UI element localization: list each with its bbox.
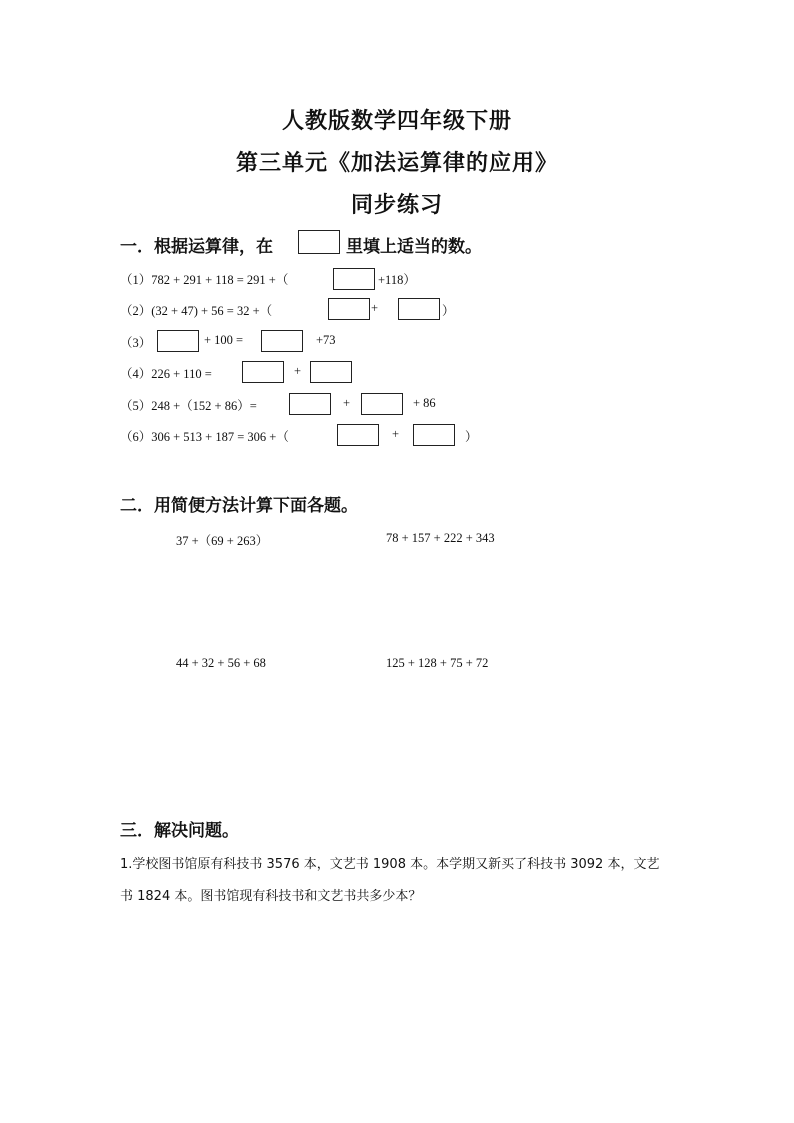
item4-box-1[interactable]: [242, 361, 284, 383]
item4-text: （4）226 + 110 =: [120, 367, 212, 381]
item2-box-1[interactable]: [328, 298, 370, 320]
item4-box-2[interactable]: [310, 361, 352, 383]
section3-heading: 三．解决问题。: [120, 821, 239, 841]
item2-text-c: ）: [442, 304, 455, 318]
problem-4: 125 + 128 + 75 + 72: [386, 656, 489, 670]
word-problem-line-1: 1.学校图书馆原有科技书 3576 本，文艺书 1908 本。本学期又新买了科技书 3092 本，文艺: [120, 857, 660, 872]
page-subtitle-2: 同步练习: [350, 192, 443, 218]
item4-text-b: +: [294, 364, 302, 378]
item5-text-b: +: [343, 396, 351, 410]
item6-text-c: ）: [465, 430, 478, 444]
item5-text-c: + 86: [413, 396, 436, 410]
problem-1: 37 +（69 + 263）: [176, 534, 269, 548]
section1-heading-pre: 一．根据运算律，在: [120, 237, 273, 257]
item3-text: （3）: [120, 336, 152, 350]
item2-text: （2）(32 + 47) + 56 = 32 +（: [120, 304, 273, 318]
page-subtitle: 第三单元《加法运算律的应用》: [235, 150, 558, 176]
item3-box-1[interactable]: [157, 330, 199, 352]
section1-heading-post: 里填上适当的数。: [346, 237, 482, 257]
section2-heading: 二．用简便方法计算下面各题。: [120, 496, 358, 516]
word-problem-line-2: 书 1824 本。图书馆现有科技书和文艺书共多少本？: [120, 889, 422, 904]
item6-box-1[interactable]: [337, 424, 379, 446]
problem-3: 44 + 32 + 56 + 68: [176, 656, 266, 670]
item2-text-b: +: [371, 301, 379, 315]
sample-answer-box: [298, 230, 340, 254]
problem-2: 78 + 157 + 222 + 343: [386, 531, 495, 545]
item3-box-2[interactable]: [261, 330, 303, 352]
item1-text-b: +118）: [378, 273, 416, 287]
item6-text: （6）306 + 513 + 187 = 306 +（: [120, 430, 289, 444]
item1-text: （1）782 + 291 + 118 = 291 +（: [120, 273, 289, 287]
item5-box-2[interactable]: [361, 393, 403, 415]
item1-box-1[interactable]: [333, 268, 375, 290]
item2-box-2[interactable]: [398, 298, 440, 320]
item3-text-b: + 100 =: [204, 333, 244, 347]
item3-text-c: +73: [316, 333, 336, 347]
item6-box-2[interactable]: [413, 424, 455, 446]
item5-text: （5）248 +（152 + 86）=: [120, 399, 257, 413]
page-title: 人教版数学四年级下册: [281, 108, 512, 134]
item5-box-1[interactable]: [289, 393, 331, 415]
item6-text-b: +: [392, 427, 400, 441]
